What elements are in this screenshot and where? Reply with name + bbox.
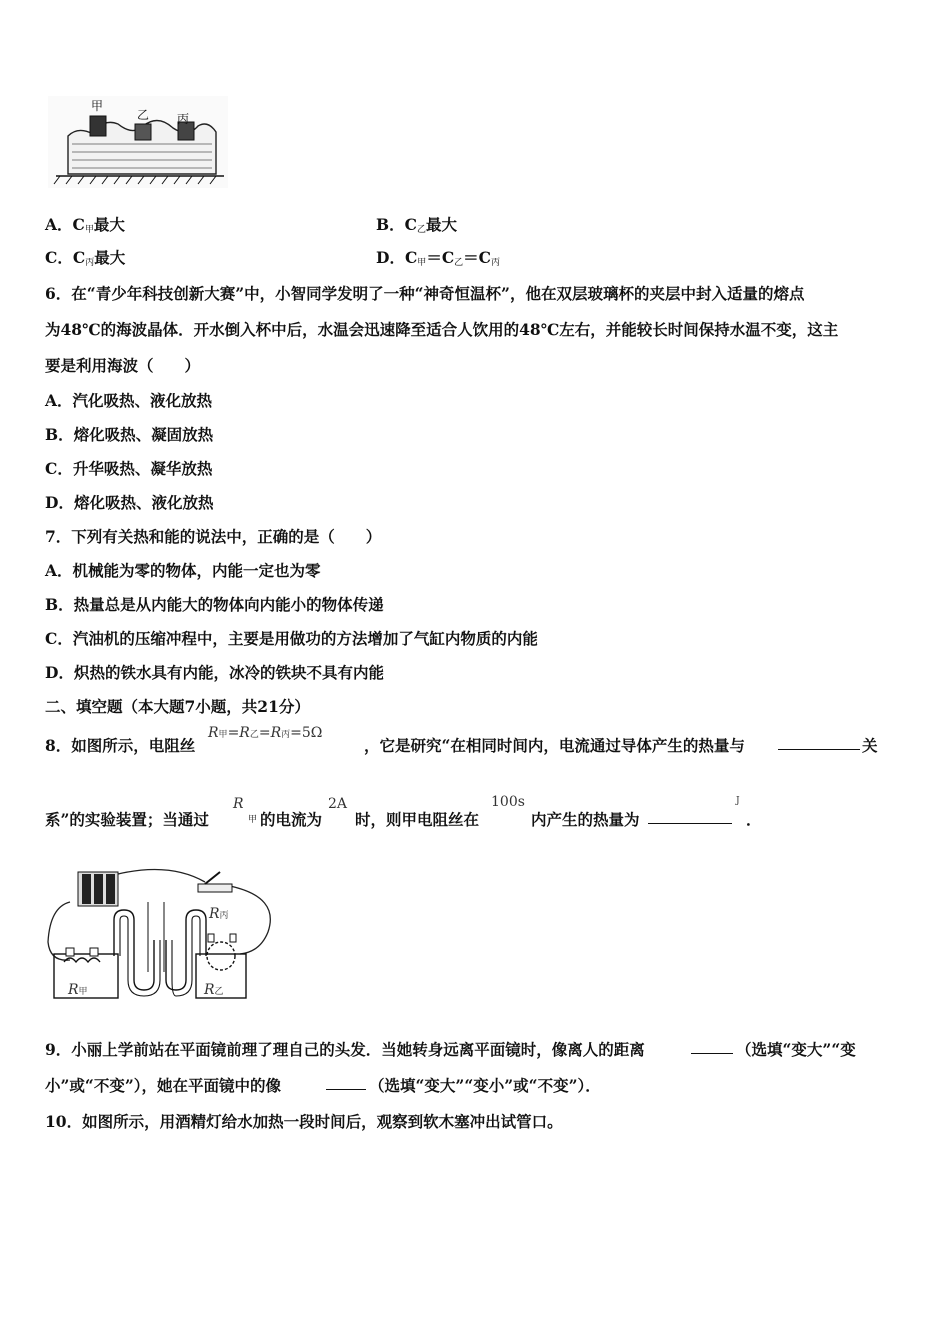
q8-text-3: 关	[862, 736, 878, 755]
q7-option-a: A．机械能为零的物体，内能一定也为零	[45, 561, 321, 580]
q8-r-symbol: R	[233, 796, 244, 812]
q6-stem-line-3: 要是利用海波（ ）	[45, 356, 201, 375]
q5-option-c: C．$C_丙$最大	[45, 248, 126, 268]
q9-blank-1[interactable]	[691, 1039, 733, 1054]
q8-text-7: 内产生的热量为	[531, 810, 640, 829]
q10-stem: 10．如图所示，用酒精灯给水加热一段时间后，观察到软木塞冲出试管口。	[45, 1112, 563, 1131]
q6-stem-line-1: 6．在“青少年科技创新大赛”中，小智同学发明了一种“神奇恒温杯”，他在双层玻璃杯的夹层中封入适量的熔点	[45, 284, 805, 303]
q9-text-2: （选填“变大”“变	[736, 1040, 856, 1059]
q8-text-6: 时，则甲电阻丝在	[355, 810, 480, 829]
circuit-label-r-jia: R甲	[68, 982, 88, 998]
q8-text-1: 8．如图所示，电阻丝	[45, 736, 196, 755]
q7-option-d: D．炽热的铁水具有内能，冰冷的铁块不具有内能	[45, 663, 384, 682]
q9-blank-2[interactable]	[326, 1075, 366, 1090]
q6-option-d: D．熔化吸热、液化放热	[45, 493, 214, 512]
q6-option-b: B．熔化吸热、凝固放热	[45, 425, 214, 444]
q8-resistance-formula: R甲=R乙=R丙=5Ω	[208, 725, 323, 741]
q7-option-b: B．热量总是从内能大的物体向内能小的物体传递	[45, 595, 384, 614]
q8-text-8: ．	[746, 810, 762, 829]
fig1-label-jia: 甲	[91, 99, 104, 113]
q6-option-c: C．升华吸热、凝华放热	[45, 459, 213, 478]
q5-option-a: A．$C_甲$最大	[45, 215, 125, 235]
q9-text-4: （选填“变大”“变小”或“不变”）．	[369, 1076, 601, 1095]
q6-stem-line-2: 为48℃的海波晶体．开水倒入杯中后，水温会迅速降至适合人饮用的48℃左右，并能较长时间保持水温不变，这主	[45, 320, 839, 339]
q8-unit: J	[736, 796, 740, 806]
circuit-label-r-bing: R丙	[209, 906, 229, 922]
q6-option-a: A．汽化吸热、液化放热	[45, 391, 213, 410]
q7-option-c: C．汽油机的压缩冲程中，主要是用做功的方法增加了气缸内物质的内能	[45, 629, 538, 648]
q7-stem: 7．下列有关热和能的说法中，正确的是（ ）	[45, 527, 382, 546]
q8-r-subscript: 甲	[248, 815, 258, 825]
q5-option-d: D．$C_甲=C_乙=C_丙$	[376, 248, 501, 268]
circuit-label-r-yi: R乙	[204, 982, 224, 998]
q8-time-value: 100s	[491, 794, 525, 810]
fig1-label-bing: 丙	[177, 112, 190, 126]
q8-text-5: 的电流为	[260, 810, 323, 829]
q8-blank-2[interactable]	[648, 809, 732, 824]
section-fill-in-heading: 二、填空题（本大题7小题，共21分）	[45, 697, 310, 716]
q9-text-1: 9．小丽上学前站在平面镜前理了理自己的头发．当她转身远离平面镜时，像离人的距离	[45, 1040, 645, 1059]
q8-text-2: ，它是研究“在相同时间内，电流通过导体产生的热量与	[364, 736, 745, 755]
q9-text-3: 小”或“不变”），她在平面镜中的像	[45, 1076, 281, 1095]
q5-option-b: B．$C_乙$最大	[376, 215, 457, 235]
fig1-label-yi: 乙	[137, 108, 150, 122]
q8-blank-1[interactable]	[778, 735, 860, 750]
q8-current-value: 2A	[328, 796, 348, 812]
q8-text-4: 系”的实验装置；当通过	[45, 810, 209, 829]
